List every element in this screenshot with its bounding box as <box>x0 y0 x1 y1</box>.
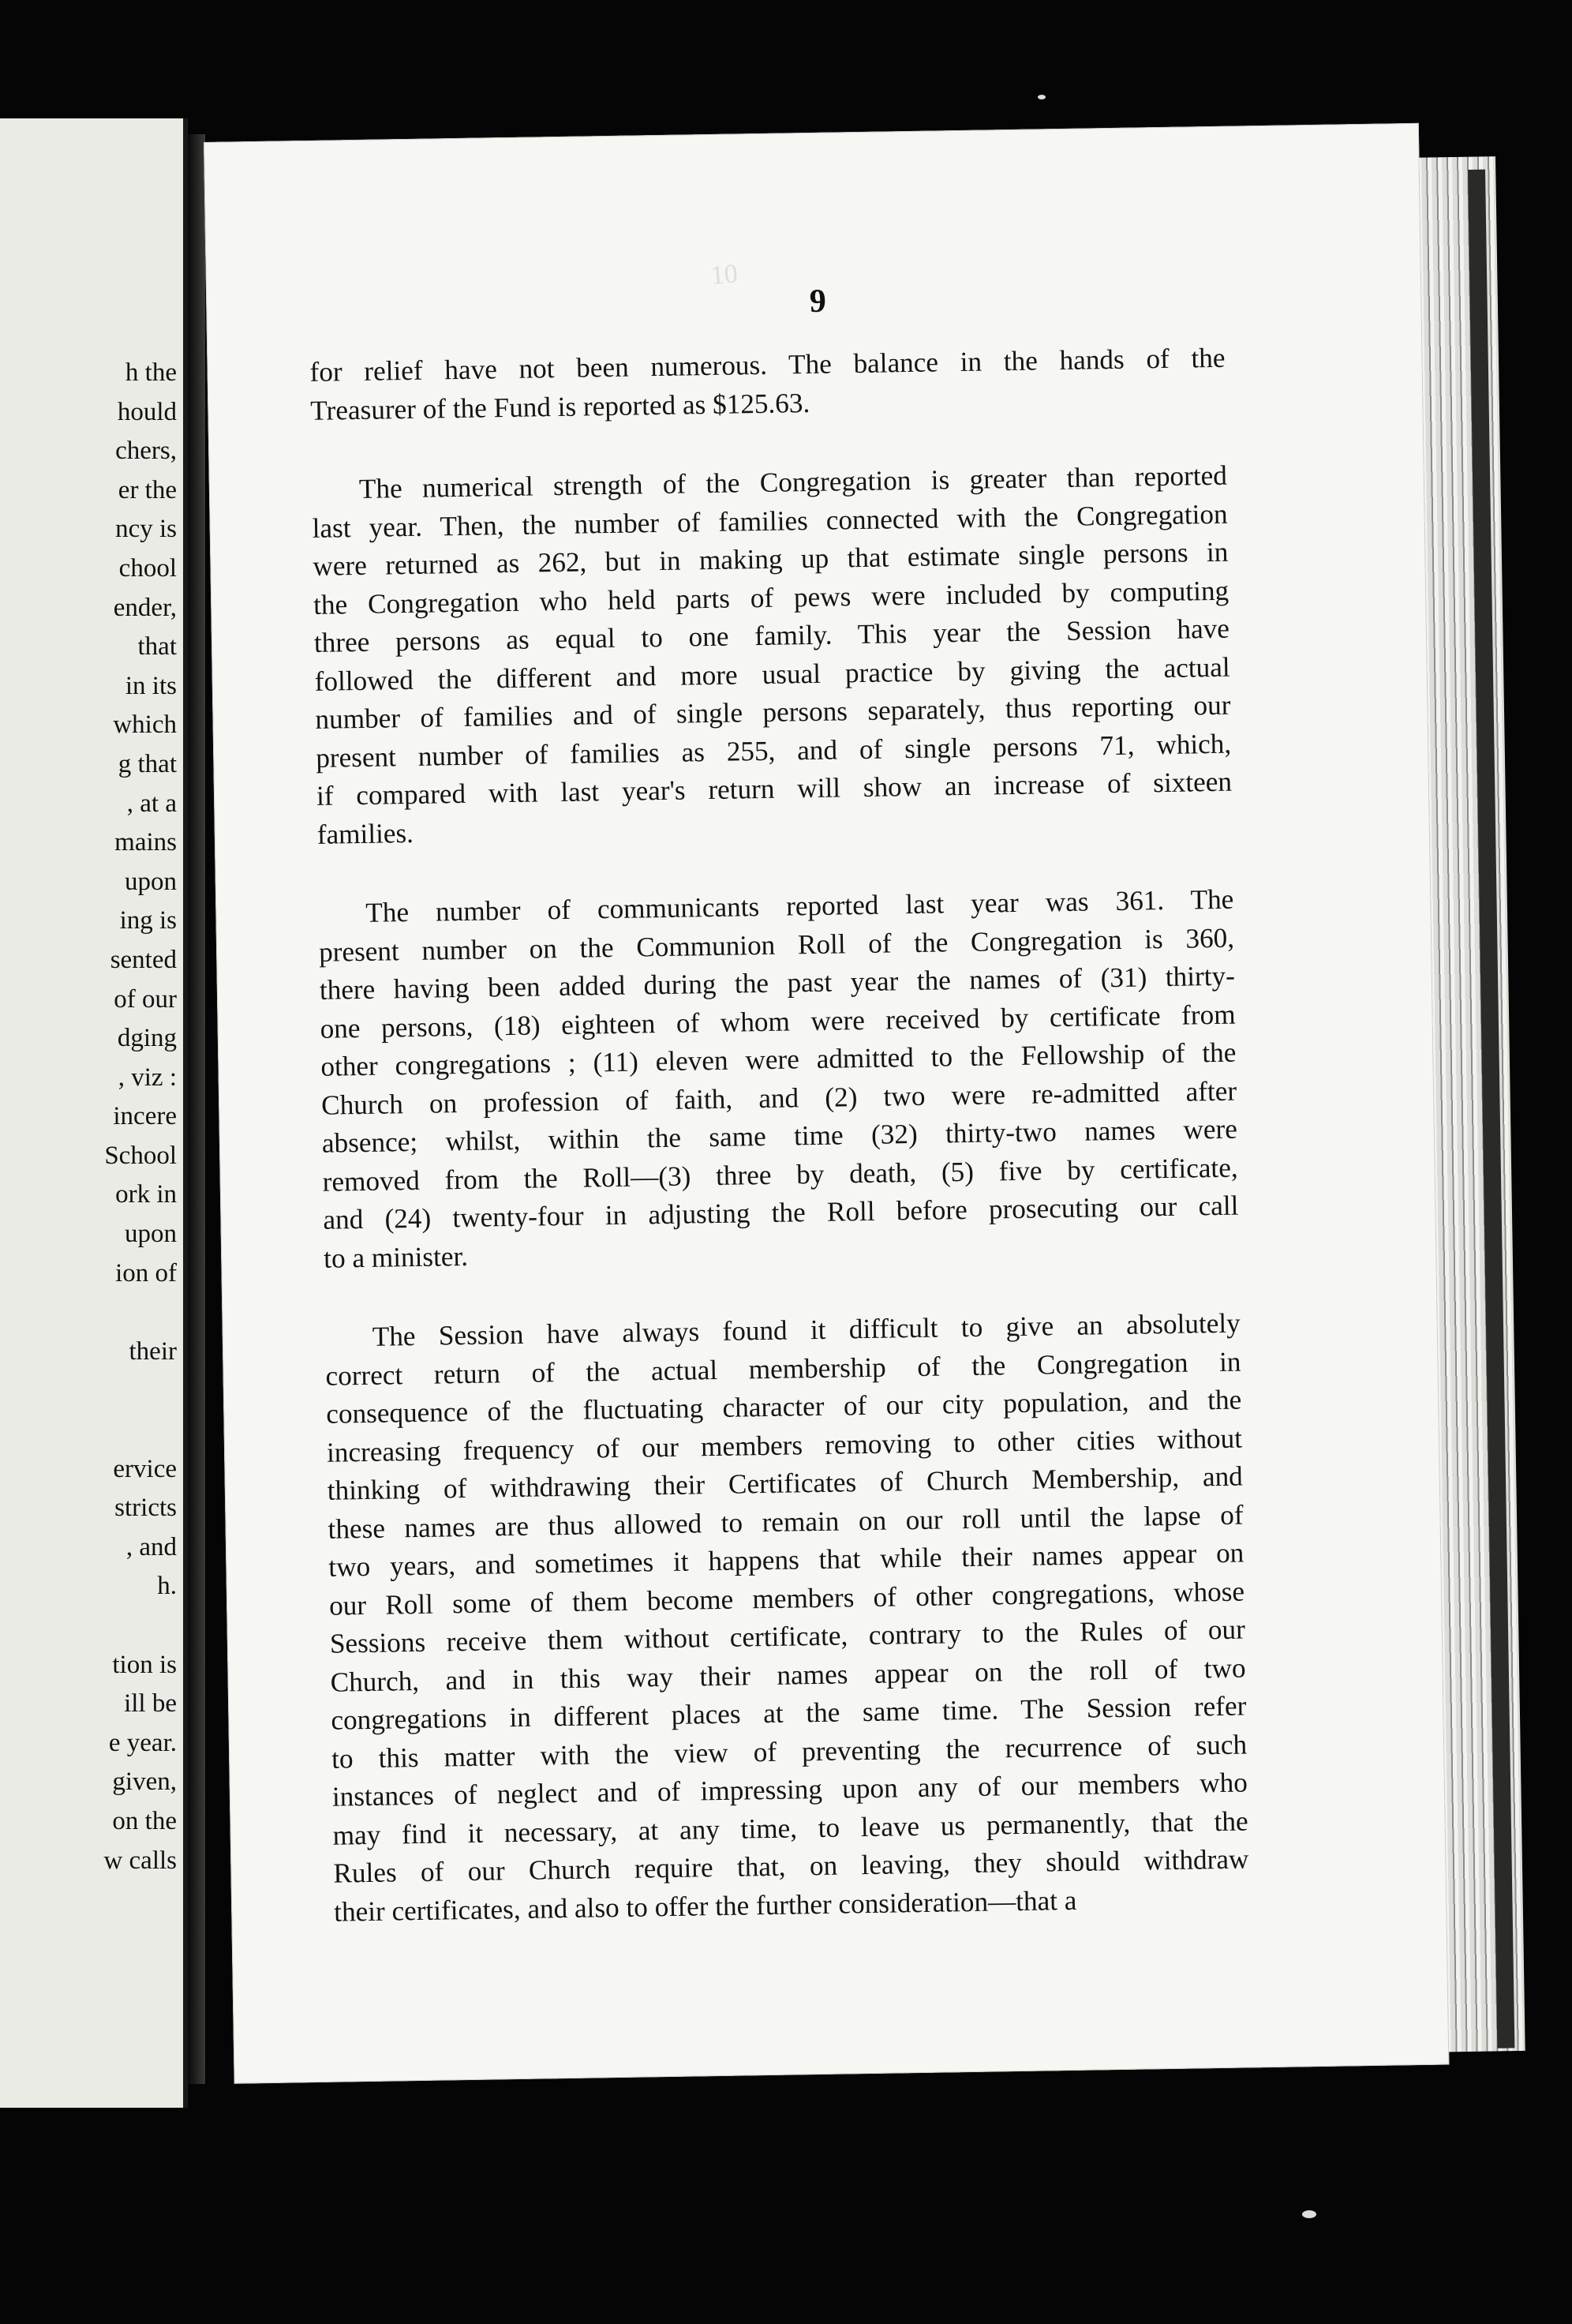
left-page-line: tion is <box>112 1650 177 1679</box>
text-line: other congregations ; (11) eleven were admitted to the Fellowship of the <box>320 1036 1237 1082</box>
left-page-line: School <box>104 1141 177 1170</box>
left-page-line <box>0 1293 178 1333</box>
text-line: present number of families as 255, and of single persons 71, which, <box>315 728 1232 774</box>
left-page-line: upon <box>125 867 177 896</box>
text-line: one persons, (18) eighteen of whom were received by certificate from <box>320 999 1236 1044</box>
text-line: The number of communicants reported last year was 361. The <box>365 883 1234 928</box>
left-page-line: sented <box>110 945 177 974</box>
text-line: followed the different and more usual practice by giving the actual <box>314 651 1230 697</box>
text-line: Church on profession of faith, and (2) two were re-admitted after <box>320 1075 1237 1121</box>
text-line: and (24) twenty-four in adjusting the Roll before prosecuting our call <box>323 1190 1239 1235</box>
left-page-line: w calls <box>103 1846 177 1875</box>
left-page-line: of our <box>114 984 177 1014</box>
text-line: three persons as equal to one family. This year the Session have <box>313 613 1230 658</box>
left-page-line: , viz : <box>118 1063 177 1092</box>
left-page-line: , at a <box>126 789 177 818</box>
left-page-line: mains <box>114 828 177 857</box>
left-page-line <box>0 1411 178 1450</box>
left-page-line: h the <box>125 358 177 387</box>
text-line: removed from the Roll—(3) three by death, (5) five by certificate, <box>322 1152 1238 1198</box>
text-line: to a minister. <box>323 1240 469 1274</box>
left-page-line: that <box>137 632 177 662</box>
left-page-line: , and <box>125 1532 177 1561</box>
left-page-line: upon <box>125 1220 177 1249</box>
dust-speck <box>1038 95 1046 99</box>
left-page-line: hould <box>117 397 177 426</box>
left-page-line <box>0 1371 178 1411</box>
left-page-line: ork in <box>115 1180 177 1209</box>
book-gutter <box>188 134 205 2084</box>
paragraph <box>309 339 1226 430</box>
left-page-line: ender, <box>113 593 177 622</box>
text-line: last year. Then, the number of families connected with the Congregation <box>312 498 1228 544</box>
left-page-line: e year. <box>108 1728 177 1757</box>
text-line: to this matter with the view of preventing the recurrence of such <box>331 1728 1248 1775</box>
text-line: our Roll some of them become members of other congregations, whose <box>328 1576 1245 1621</box>
left-page-line <box>0 1606 178 1646</box>
paragraph <box>318 881 1239 1278</box>
text-line: Rules of our Church require that, on leaving, they should withdraw <box>333 1843 1249 1889</box>
text-line: increasing frequency of our members removing to other cities without <box>326 1423 1243 1468</box>
left-page-line: dging <box>117 1024 177 1053</box>
text-line: thinking of withdrawing their Certificates of Church Membership, and <box>327 1460 1244 1506</box>
text-line: two years, and sometimes it happens that while their names appear on <box>328 1537 1244 1583</box>
text-line: the Congregation who held parts of pews were included by computing <box>313 575 1230 620</box>
text-line: Treasurer of the Fund is reported as $125.63. <box>310 387 810 426</box>
left-page-line: ing is <box>119 906 177 935</box>
left-page-line: stricts <box>114 1494 177 1523</box>
text-line: these names are thus allowed to remain on our roll until the lapse of <box>328 1499 1244 1545</box>
text-line: instances of neglect and of impressing upon any of our members who <box>331 1767 1248 1812</box>
left-page-line: ncy is <box>115 515 177 544</box>
text-line: consequence of the fluctuating character of our city population, and the <box>326 1384 1242 1430</box>
left-page-line: which <box>113 710 177 740</box>
text-line: The numerical strength of the Congregation is greater than reported <box>358 459 1228 504</box>
left-page-line: in its <box>125 671 177 700</box>
text-line: present number on the Communion Roll of the Congregation is 360, <box>318 922 1235 968</box>
left-page-text <box>0 354 178 1880</box>
right-page <box>204 123 1449 2084</box>
dust-speck <box>1302 2210 1316 2218</box>
left-facing-page <box>0 118 188 2108</box>
paragraph <box>324 1305 1249 1932</box>
left-page-line: er the <box>118 475 177 504</box>
text-line: congregations in different places at the same time. The Session refer <box>331 1690 1247 1736</box>
bleed-through-page-number: 10 <box>709 259 739 291</box>
left-page-line: h. <box>157 1572 177 1601</box>
text-line: their certificates, and also to offer the further consideration—that a <box>333 1884 1077 1928</box>
left-page-line: g that <box>118 749 177 778</box>
left-page-line: their <box>129 1336 177 1366</box>
text-line: if compared with last year's return will show an increase of sixteen <box>316 766 1233 812</box>
left-page-line: ervice <box>113 1454 177 1483</box>
paragraph <box>312 457 1233 854</box>
text-line: for relief have not been numerous. The balance in the hands of the <box>309 342 1226 388</box>
text-line: Church, and in this way their names appear on the roll of two <box>330 1651 1246 1698</box>
text-line: The Session have always found it difficult to give an absolutely <box>372 1307 1241 1352</box>
left-page-line: given, <box>112 1767 177 1797</box>
text-line: correct return of the actual membership of the Congregation in <box>325 1346 1241 1392</box>
text-line: number of families and of single persons separately, thus reporting our <box>315 689 1231 735</box>
text-line: Sessions receive them without certificate, contrary to the Rules of our <box>329 1614 1246 1659</box>
left-page-line: chers, <box>115 437 177 466</box>
left-page-line: incere <box>113 1102 177 1131</box>
text-line: families. <box>316 817 414 850</box>
page-number: 9 <box>809 283 827 320</box>
text-line: may find it necessary, at any time, to leave us permanently, that the <box>332 1805 1248 1851</box>
text-line: were returned as 262, but in making up that estimate single persons in <box>313 536 1229 582</box>
left-page-line: on the <box>112 1806 177 1835</box>
left-page-line: ion of <box>115 1258 177 1288</box>
left-page-line: ill be <box>124 1689 177 1719</box>
left-page-line: chool <box>118 553 177 583</box>
body-text <box>309 339 1249 1932</box>
text-line: there having been added during the past year the names of (31) thirty- <box>319 960 1236 1006</box>
text-line: absence; whilst, within the same time (32) thirty-two names were <box>321 1113 1238 1159</box>
